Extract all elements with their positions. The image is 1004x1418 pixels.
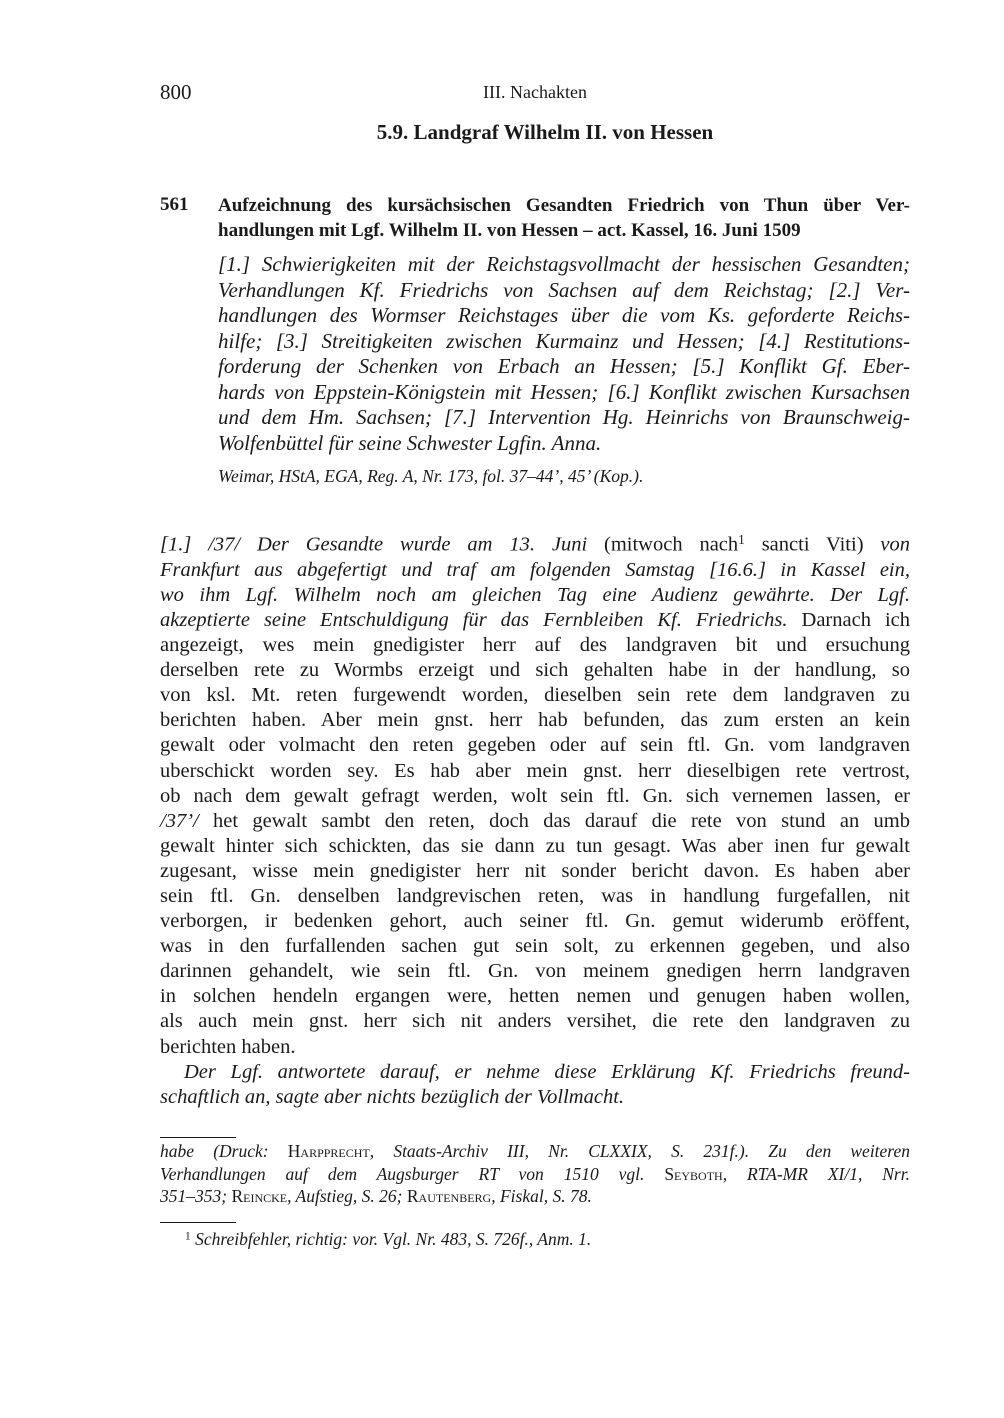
- regest-line: hilfe; [3.] Streitigkeiten zwischen Kurmainz und Hessen; [4.] Restitutions-: [218, 328, 910, 353]
- text-segment: uberschickt worden sey. Es hab aber mein gnst. herr dieselbigen rete vertrost,: [160, 759, 910, 782]
- footnote-continuation: [160, 1140, 910, 1208]
- footnote-1: [185, 1229, 591, 1250]
- text-segment: angezeigt, wes mein gnedigister herr auf des landgraven bit und ersuchung: [160, 634, 910, 657]
- text-line: [160, 633, 910, 658]
- text-segment: Verhandlungen auf dem Augsburger RT von 1510 vgl.: [160, 1163, 665, 1184]
- text-segment: Rautenberg: [406, 1186, 492, 1206]
- entry-number: 561: [160, 194, 189, 215]
- text-line: [160, 1163, 910, 1186]
- text-segment: was in den furfallenden sachen gut sein solt, zu erkennen gegeben, und also: [160, 935, 910, 958]
- text-segment: Seyboth: [664, 1163, 723, 1184]
- regest-line: [1.] Schwierigkeiten mit der Reichstagsvollmacht der hessischen Gesandten;: [218, 252, 910, 276]
- text-segment: akzeptierte seine Entschuldigung für das Fernbleiben Kf. Friedrichs.: [160, 608, 788, 631]
- text-segment: , Staats-Archiv III, Nr. CLXXIX, S. 231f.). Zu den weiteren: [369, 1141, 910, 1161]
- entry-heading: [218, 193, 910, 243]
- text-line: [160, 1085, 910, 1110]
- text-segment: Reincke: [231, 1186, 288, 1206]
- text-line: [160, 1035, 910, 1060]
- footnote-rule: [160, 1137, 236, 1138]
- text-segment: derselben rete zu Wormbs erzeigt und sich gehalten habe in der handlung, so: [160, 659, 910, 682]
- text-line: [160, 1009, 910, 1034]
- text-line: [160, 527, 910, 558]
- text-segment: in solchen hendeln ergangen were, hetten nemen und genugen haben wollen,: [160, 985, 910, 1008]
- text-segment: sein ftl. Gn. denselben landgrevischen reten, was in handlung furgefallen, nit: [160, 884, 910, 907]
- text-line: [160, 608, 910, 633]
- text-segment: [1.] /37/ Der Gesandte wurde am 13. Juni: [160, 533, 588, 556]
- footnote-marker: 1: [185, 1230, 191, 1243]
- text-segment: Der Lgf. antwortete darauf, er nehme diese Erklärung Kf. Friedrichs freund-: [184, 1060, 910, 1083]
- text-segment: , RTA-MR XI/1, Nrr.: [722, 1163, 910, 1184]
- footnote-text: Schreibfehler, richtig: vor. Vgl. Nr. 483, S. 726f., Anm. 1.: [195, 1229, 592, 1249]
- text-segment: gewalt hinter sich schickten, das sie dann zu tun gesagt. Was aber inen fur gewalt: [160, 834, 910, 857]
- footnote-rule: [160, 1222, 236, 1223]
- text-line: [160, 708, 910, 733]
- text-line: [160, 759, 910, 784]
- text-line: [160, 984, 910, 1009]
- text-line: [160, 583, 910, 608]
- text-line: [160, 959, 910, 984]
- text-line: [160, 558, 910, 583]
- text-segment: wo ihm Lgf. Wilhelm noch am gleichen Tag eine Audienz gewährte. Der Lgf.: [160, 583, 910, 606]
- text-segment: het gewalt sambt den reten, doch das darauf die rete von stund an umb: [198, 809, 910, 832]
- text-segment: darinnen gehandelt, wie sein ftl. Gn. von meinem gnedigen herrn landgraven: [160, 960, 910, 983]
- regest-line: handlungen des Wormser Reichstages über die vom Ks. geforderte Reichs-: [218, 303, 910, 327]
- regest-line: Wolfenbüttel für seine Schwester Lgfin. Anna.: [218, 430, 602, 455]
- text-segment: von: [880, 533, 911, 556]
- text-segment: zugesant, wisse mein gnedigister herr nit sonder bericht davon. Es haben aber: [160, 859, 910, 882]
- regest-line: und dem Hm. Sachsen; [7.] Intervention Hg. Heinrichs von Braunschweig-: [218, 405, 910, 429]
- text-segment: gewalt oder volmacht den reten gegeben oder auf sein ftl. Gn. vom landgraven: [160, 734, 910, 757]
- text-segment: habe (Druck:: [160, 1141, 288, 1161]
- text-line: [160, 1060, 910, 1085]
- body-text: [160, 527, 910, 1110]
- running-head: III. Nachakten: [483, 82, 587, 102]
- text-line: [160, 809, 910, 834]
- entry-regest: [218, 252, 910, 456]
- text-line: [160, 784, 910, 809]
- regest-line: forderung der Schenken von Erbach an Hessen; [5.] Konflikt Gf. Eber-: [218, 354, 910, 378]
- source-citation: Weimar, HStA, EGA, Reg. A, Nr. 173, fol. 37–44’, 45’ (Kop.).: [218, 466, 644, 486]
- regest-line: hards von Eppstein-Königstein mit Hessen; [6.] Konflikt zwischen Kursachsen: [218, 379, 910, 404]
- heading-line: handlungen mit Lgf. Wilhelm II. von Hessen – act. Kassel, 16. Juni 1509: [218, 220, 801, 241]
- text-line: [160, 658, 910, 683]
- heading-line: Aufzeichnung des kursächsischen Gesandten Friedrich von Thun über Ver-: [218, 195, 910, 216]
- text-segment: berichten haben.: [160, 1035, 296, 1058]
- text-segment: schaftlich an, sagte aber nichts bezüglich der Vollmacht.: [160, 1085, 625, 1108]
- text-line: [160, 884, 910, 909]
- text-segment: als auch mein gnst. herr sich nit anders versihet, die rete den landgraven zu: [160, 1010, 910, 1033]
- text-segment: ob nach dem gewalt gefragt werden, wolt sein ftl. Gn. sich vernemen lassen, er: [160, 784, 910, 807]
- text-segment: verborgen, ir bedenken gehort, auch seiner ftl. Gn. gemut widerumb eröffent,: [160, 910, 910, 933]
- text-line: [160, 683, 910, 708]
- text-segment: berichten haben. Aber mein gnst. herr hab befunden, das zum ersten an kein: [160, 709, 910, 732]
- text-line: [160, 834, 910, 859]
- text-segment: Harpprecht: [287, 1141, 370, 1161]
- text-segment: Frankfurt aus abgefertigt und traf am folgenden Samstag [16.6.] in Kassel ein,: [160, 558, 910, 581]
- text-segment: Darnach ich: [787, 608, 910, 631]
- text-segment: sancti Viti): [744, 533, 881, 556]
- text-segment: (mitwoch nach: [587, 533, 739, 556]
- text-segment: , Aufstieg, S. 26;: [287, 1186, 407, 1206]
- section-title: 5.9. Landgraf Wilhelm II. von Hessen: [376, 120, 714, 144]
- regest-line: Verhandlungen Kf. Friedrichs von Sachsen auf dem Reichstag; [2.] Ver-: [218, 277, 910, 302]
- text-line: [160, 909, 910, 934]
- text-line: [160, 1140, 910, 1163]
- page-number: 800: [160, 80, 192, 104]
- text-segment: /37’/: [160, 809, 199, 832]
- text-line: [160, 1185, 910, 1208]
- text-segment: von ksl. Mt. reten furgewendt worden, dieselben sein rete dem landgraven zu: [160, 684, 910, 707]
- text-line: [160, 733, 910, 758]
- text-segment: , Fiskal, S. 78.: [491, 1186, 592, 1206]
- text-line: [160, 859, 910, 884]
- text-segment: 351–353;: [160, 1186, 232, 1206]
- text-line: [160, 934, 910, 959]
- footnote-reference: 1: [738, 532, 745, 547]
